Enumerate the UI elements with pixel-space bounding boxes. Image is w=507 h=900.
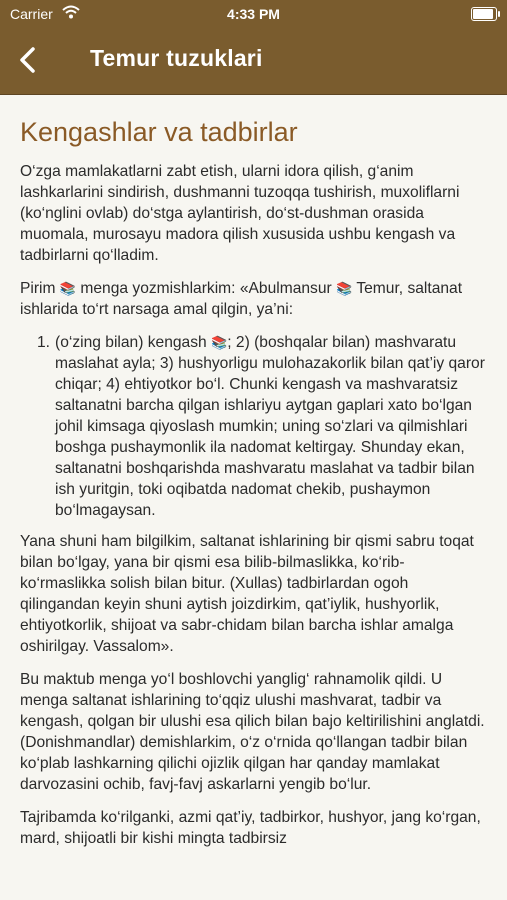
- navigation-bar: [0, 28, 507, 95]
- article-body: [20, 161, 490, 861]
- list-text: [55, 332, 490, 521]
- paragraph-2-part-a: Pirim: [20, 280, 56, 297]
- nav-title: Temur tuzuklari: [90, 45, 263, 71]
- books-icon: 📚: [211, 335, 228, 350]
- list-text-part-b: ; 2) (boshqalar bilan) mashvaratu maslahat ayla; 3) hushyorligu mulohazakorlik bilan qat’iy qaror chiqar; 4) ehtiyotkor bo‘l. Chunki kengash va mashvaratsiz saltanatni barcha qilgan ishlariyu aytgan gaplari xato bo‘lgan johil kimsaga qiyoslash mumkin; uning so‘zlari va qilmishlari boshga pushaymonlik ila nadomat keltirgay. Shunday ekan, saltanatni boshqarishda mashvaratu maslahat va tadbir bilan ish yuritgin, toki oqibatda nadomat chekib, pushaymon bo‘lmagaysan.: [55, 334, 485, 519]
- paragraph-2: [20, 278, 490, 320]
- status-bar: [0, 0, 507, 28]
- paragraph-2-part-c: Temur, saltanat ishlarida to‘rt narsaga amal qilgin, ya’ni:: [20, 280, 463, 318]
- back-button[interactable]: [14, 44, 44, 76]
- paragraph-5: Tajribamda ko‘rilganki, azmi qat’iy, tadbirkor, hushyor, jang ko‘rgan, mard, shijoatli bir kishi mingta tadbirsiz: [20, 809, 481, 847]
- article-heading: Kengashlar va tadbirlar: [20, 117, 298, 147]
- books-icon: 📚: [336, 281, 353, 296]
- list-text-part-a: (o‘zing bilan) kengash: [55, 334, 207, 351]
- battery-icon: [471, 7, 497, 21]
- paragraph-2-part-b: menga yozmishlarkim: «Abulmansur: [80, 280, 332, 297]
- paragraph-4: Bu maktub menga yo‘l boshlovchi yanglig‘ rahnamolik qildi. U menga saltanat ishlarining to‘qqiz ulushi mashvarat, tadbir va kengash, qolgan bir ulushi esa qilich bilan bajo keltirilishini anglatdi. (Donishmandlar) demishlarkim, o‘z o‘rnida qo‘llangan tadbir bilan ko‘plab lashkarning qilichi ojizlik qilgan har qanday mamlakat darvozasini ochib, favj-favj askarlarni yengib bo‘lur.: [20, 671, 485, 793]
- article-content[interactable]: [0, 95, 507, 900]
- books-icon: 📚: [59, 281, 77, 296]
- paragraph-3: Yana shuni ham bilgilkim, saltanat ishlarining bir qismi sabru toqat bilan bo‘lgay, yana bir qismi esa bilib-bilmaslikka, ko‘rib-ko‘rmaslikka solish bilan bitur. (Xullas) tadbirlardan ogoh qilingandan keyin shuni aytish joizdirkim, qat’iylik, hushyorlik, ehtiyotkorlik, shijoat va sabr-chidam bilan barcha ishlar amalga oshirilgay. Vassalom».: [20, 533, 474, 655]
- carrier-label: Carrier: [10, 6, 53, 22]
- chevron-left-icon: [14, 44, 44, 76]
- list-number: 1.: [37, 334, 51, 351]
- battery-level: [473, 9, 493, 19]
- list-item: [37, 332, 490, 521]
- status-time: 4:33 PM: [227, 6, 280, 22]
- paragraph-1: O‘zga mamlakatlarni zabt etish, ularni idora qilish, g‘anim lashkarlarini sindirish, dushmanni tuzoqqa tushirish, muxoliflarni (ko‘nglini ovlab) do‘stga aylantirish, do‘st-dushman orasida muomala, murosayu madora qilish xususida ushbu kengash va tadbirlarni qo‘lladim.: [20, 163, 460, 264]
